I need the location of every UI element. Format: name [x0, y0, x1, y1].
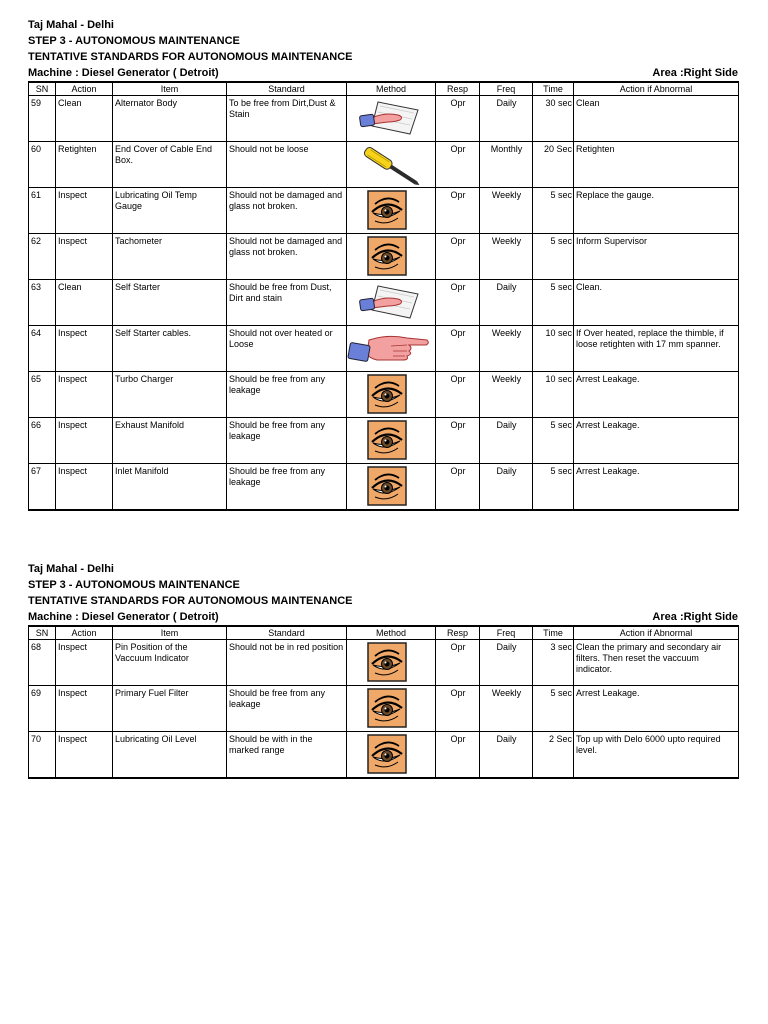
cell-action-if-abnormal: Arrest Leakage. — [574, 464, 739, 511]
cell-action: Inspect — [56, 686, 113, 732]
method-cell — [347, 96, 436, 142]
cell-standard: Should not be damaged and glass not broken. — [227, 234, 347, 280]
cell-standard: To be free from Dirt,Dust & Stain — [227, 96, 347, 142]
cell-standard: Should be free from any leakage — [227, 686, 347, 732]
cell-freq: Weekly — [480, 372, 533, 418]
cell-action-if-abnormal: Retighten — [574, 142, 739, 188]
cell-time: 5 sec — [533, 188, 574, 234]
cell-sn: 64 — [29, 326, 56, 372]
table-header-row — [29, 82, 739, 96]
cell-standard: Should be free from any leakage — [227, 418, 347, 464]
standards-table — [28, 625, 739, 779]
header-col-freq: Freq — [480, 626, 533, 640]
cell-item: Inlet Manifold — [113, 464, 227, 511]
cell-standard: Should be with in the marked range — [227, 732, 347, 779]
cell-item: Pin Position of the Vaccuum Indicator — [113, 640, 227, 686]
header-col-standard: Standard — [227, 82, 347, 96]
cell-standard: Should be free from any leakage — [227, 464, 347, 511]
cell-item: Turbo Charger — [113, 372, 227, 418]
table-row — [29, 418, 739, 464]
header-col-action-if-abnormal: Action if Abnormal — [574, 626, 739, 640]
cell-action-if-abnormal: Arrest Leakage. — [574, 372, 739, 418]
cell-sn: 70 — [29, 732, 56, 779]
cell-standard: Should be free from Dust, Dirt and stain — [227, 280, 347, 326]
cell-freq: Daily — [480, 732, 533, 779]
machine-label: Machine : Diesel Generator ( Detroit) — [28, 611, 219, 623]
area-label: Area :Right Side — [652, 611, 738, 623]
cell-time: 5 sec — [533, 418, 574, 464]
cell-action: Inspect — [56, 234, 113, 280]
cell-action-if-abnormal: Clean the primary and secondary air filters. Then reset the vaccuum indicator. — [574, 640, 739, 686]
cell-action: Inspect — [56, 732, 113, 779]
cell-resp: Opr — [436, 188, 480, 234]
cell-resp: Opr — [436, 732, 480, 779]
sheet-subtitle: TENTATIVE STANDARDS FOR AUTONOMOUS MAINTENANCE — [28, 51, 353, 63]
standards-sheet-2 — [28, 561, 738, 779]
area-label: Area :Right Side — [652, 67, 738, 79]
cell-sn: 68 — [29, 640, 56, 686]
cell-item: Tachometer — [113, 234, 227, 280]
cell-item: Exhaust Manifold — [113, 418, 227, 464]
cell-freq: Daily — [480, 464, 533, 511]
machine-label: Machine : Diesel Generator ( Detroit) — [28, 67, 219, 79]
cell-action-if-abnormal: Clean — [574, 96, 739, 142]
header-col-action-if-abnormal: Action if Abnormal — [574, 82, 739, 96]
method-cell — [347, 280, 436, 326]
cell-freq: Weekly — [480, 686, 533, 732]
table-row — [29, 732, 739, 779]
cell-action-if-abnormal: If Over heated, replace the thimble, if loose retighten with 17 mm spanner. — [574, 326, 739, 372]
cell-freq: Weekly — [480, 234, 533, 280]
table-row — [29, 640, 739, 686]
cell-resp: Opr — [436, 234, 480, 280]
table-row — [29, 464, 739, 511]
cell-standard: Should not be loose — [227, 142, 347, 188]
cell-action: Clean — [56, 280, 113, 326]
cell-action: Clean — [56, 96, 113, 142]
method-cell — [347, 686, 436, 732]
step-title: STEP 3 - AUTONOMOUS MAINTENANCE — [28, 579, 240, 591]
header-col-action: Action — [56, 82, 113, 96]
standards-table — [28, 81, 739, 511]
cell-item: Lubricating Oil Level — [113, 732, 227, 779]
cell-action-if-abnormal: Replace the gauge. — [574, 188, 739, 234]
header-col-item: Item — [113, 82, 227, 96]
cell-resp: Opr — [436, 142, 480, 188]
method-cell — [347, 372, 436, 418]
cell-sn: 63 — [29, 280, 56, 326]
cell-item: Self Starter cables. — [113, 326, 227, 372]
method-cell — [347, 142, 436, 188]
table-row — [29, 96, 739, 142]
cell-action-if-abnormal: Arrest Leakage. — [574, 686, 739, 732]
cell-standard: Should not be in red position — [227, 640, 347, 686]
cell-time: 10 sec — [533, 326, 574, 372]
cell-action-if-abnormal: Inform Supervisor — [574, 234, 739, 280]
header-col-resp: Resp — [436, 82, 480, 96]
cell-action-if-abnormal: Arrest Leakage. — [574, 418, 739, 464]
cell-item: Primary Fuel Filter — [113, 686, 227, 732]
header-col-freq: Freq — [480, 82, 533, 96]
table-row — [29, 326, 739, 372]
header-col-sn: SN — [29, 626, 56, 640]
table-row — [29, 280, 739, 326]
header-col-method: Method — [347, 626, 436, 640]
cell-action: Inspect — [56, 188, 113, 234]
cell-sn: 67 — [29, 464, 56, 511]
cell-freq: Daily — [480, 640, 533, 686]
cell-item: Self Starter — [113, 280, 227, 326]
cell-resp: Opr — [436, 372, 480, 418]
cell-resp: Opr — [436, 280, 480, 326]
cell-resp: Opr — [436, 418, 480, 464]
method-cell — [347, 732, 436, 779]
table-row — [29, 372, 739, 418]
company-name: Taj Mahal - Delhi — [28, 19, 114, 31]
cell-freq: Daily — [480, 280, 533, 326]
cell-time: 3 sec — [533, 640, 574, 686]
cell-action: Inspect — [56, 372, 113, 418]
machine-area-row — [28, 65, 738, 81]
cell-sn: 69 — [29, 686, 56, 732]
cell-action-if-abnormal: Clean. — [574, 280, 739, 326]
method-cell — [347, 188, 436, 234]
table-row — [29, 686, 739, 732]
cell-action: Inspect — [56, 640, 113, 686]
method-cell — [347, 640, 436, 686]
cell-sn: 62 — [29, 234, 56, 280]
cell-standard: Should not over heated or Loose — [227, 326, 347, 372]
header-col-standard: Standard — [227, 626, 347, 640]
table-row — [29, 142, 739, 188]
header-col-item: Item — [113, 626, 227, 640]
cell-freq: Daily — [480, 418, 533, 464]
table-header-row — [29, 626, 739, 640]
company-name: Taj Mahal - Delhi — [28, 563, 114, 575]
cell-action: Inspect — [56, 418, 113, 464]
cell-action: Inspect — [56, 326, 113, 372]
sheet-subtitle: TENTATIVE STANDARDS FOR AUTONOMOUS MAINTENANCE — [28, 595, 353, 607]
cell-resp: Opr — [436, 326, 480, 372]
cell-time: 20 Sec — [533, 142, 574, 188]
cell-time: 5 sec — [533, 686, 574, 732]
cell-resp: Opr — [436, 640, 480, 686]
cell-time: 5 sec — [533, 464, 574, 511]
cell-sn: 59 — [29, 96, 56, 142]
header-col-time: Time — [533, 626, 574, 640]
cell-action: Retighten — [56, 142, 113, 188]
cell-item: Alternator Body — [113, 96, 227, 142]
cell-freq: Weekly — [480, 188, 533, 234]
standards-sheet-1 — [28, 17, 738, 511]
cell-freq: Monthly — [480, 142, 533, 188]
cell-standard: Should be free from any leakage — [227, 372, 347, 418]
cell-action-if-abnormal: Top up with Delo 6000 upto required level. — [574, 732, 739, 779]
cell-time: 5 sec — [533, 234, 574, 280]
cell-time: 5 sec — [533, 280, 574, 326]
header-col-sn: SN — [29, 82, 56, 96]
header-col-time: Time — [533, 82, 574, 96]
method-cell — [347, 326, 436, 372]
table-row — [29, 234, 739, 280]
cell-resp: Opr — [436, 96, 480, 142]
cell-standard: Should not be damaged and glass not broken. — [227, 188, 347, 234]
cell-time: 10 sec — [533, 372, 574, 418]
method-cell — [347, 234, 436, 280]
method-cell — [347, 418, 436, 464]
cell-sn: 60 — [29, 142, 56, 188]
cell-resp: Opr — [436, 464, 480, 511]
cell-item: End Cover of Cable End Box. — [113, 142, 227, 188]
cell-resp: Opr — [436, 686, 480, 732]
cell-sn: 61 — [29, 188, 56, 234]
cell-time: 30 sec — [533, 96, 574, 142]
method-cell — [347, 464, 436, 511]
cell-freq: Daily — [480, 96, 533, 142]
header-col-action: Action — [56, 626, 113, 640]
header-col-method: Method — [347, 82, 436, 96]
cell-item: Lubricating Oil Temp Gauge — [113, 188, 227, 234]
cell-sn: 65 — [29, 372, 56, 418]
cell-action: Inspect — [56, 464, 113, 511]
step-title: STEP 3 - AUTONOMOUS MAINTENANCE — [28, 35, 240, 47]
cell-freq: Weekly — [480, 326, 533, 372]
machine-area-row — [28, 609, 738, 625]
table-row — [29, 188, 739, 234]
cell-time: 2 Sec — [533, 732, 574, 779]
header-col-resp: Resp — [436, 626, 480, 640]
cell-sn: 66 — [29, 418, 56, 464]
